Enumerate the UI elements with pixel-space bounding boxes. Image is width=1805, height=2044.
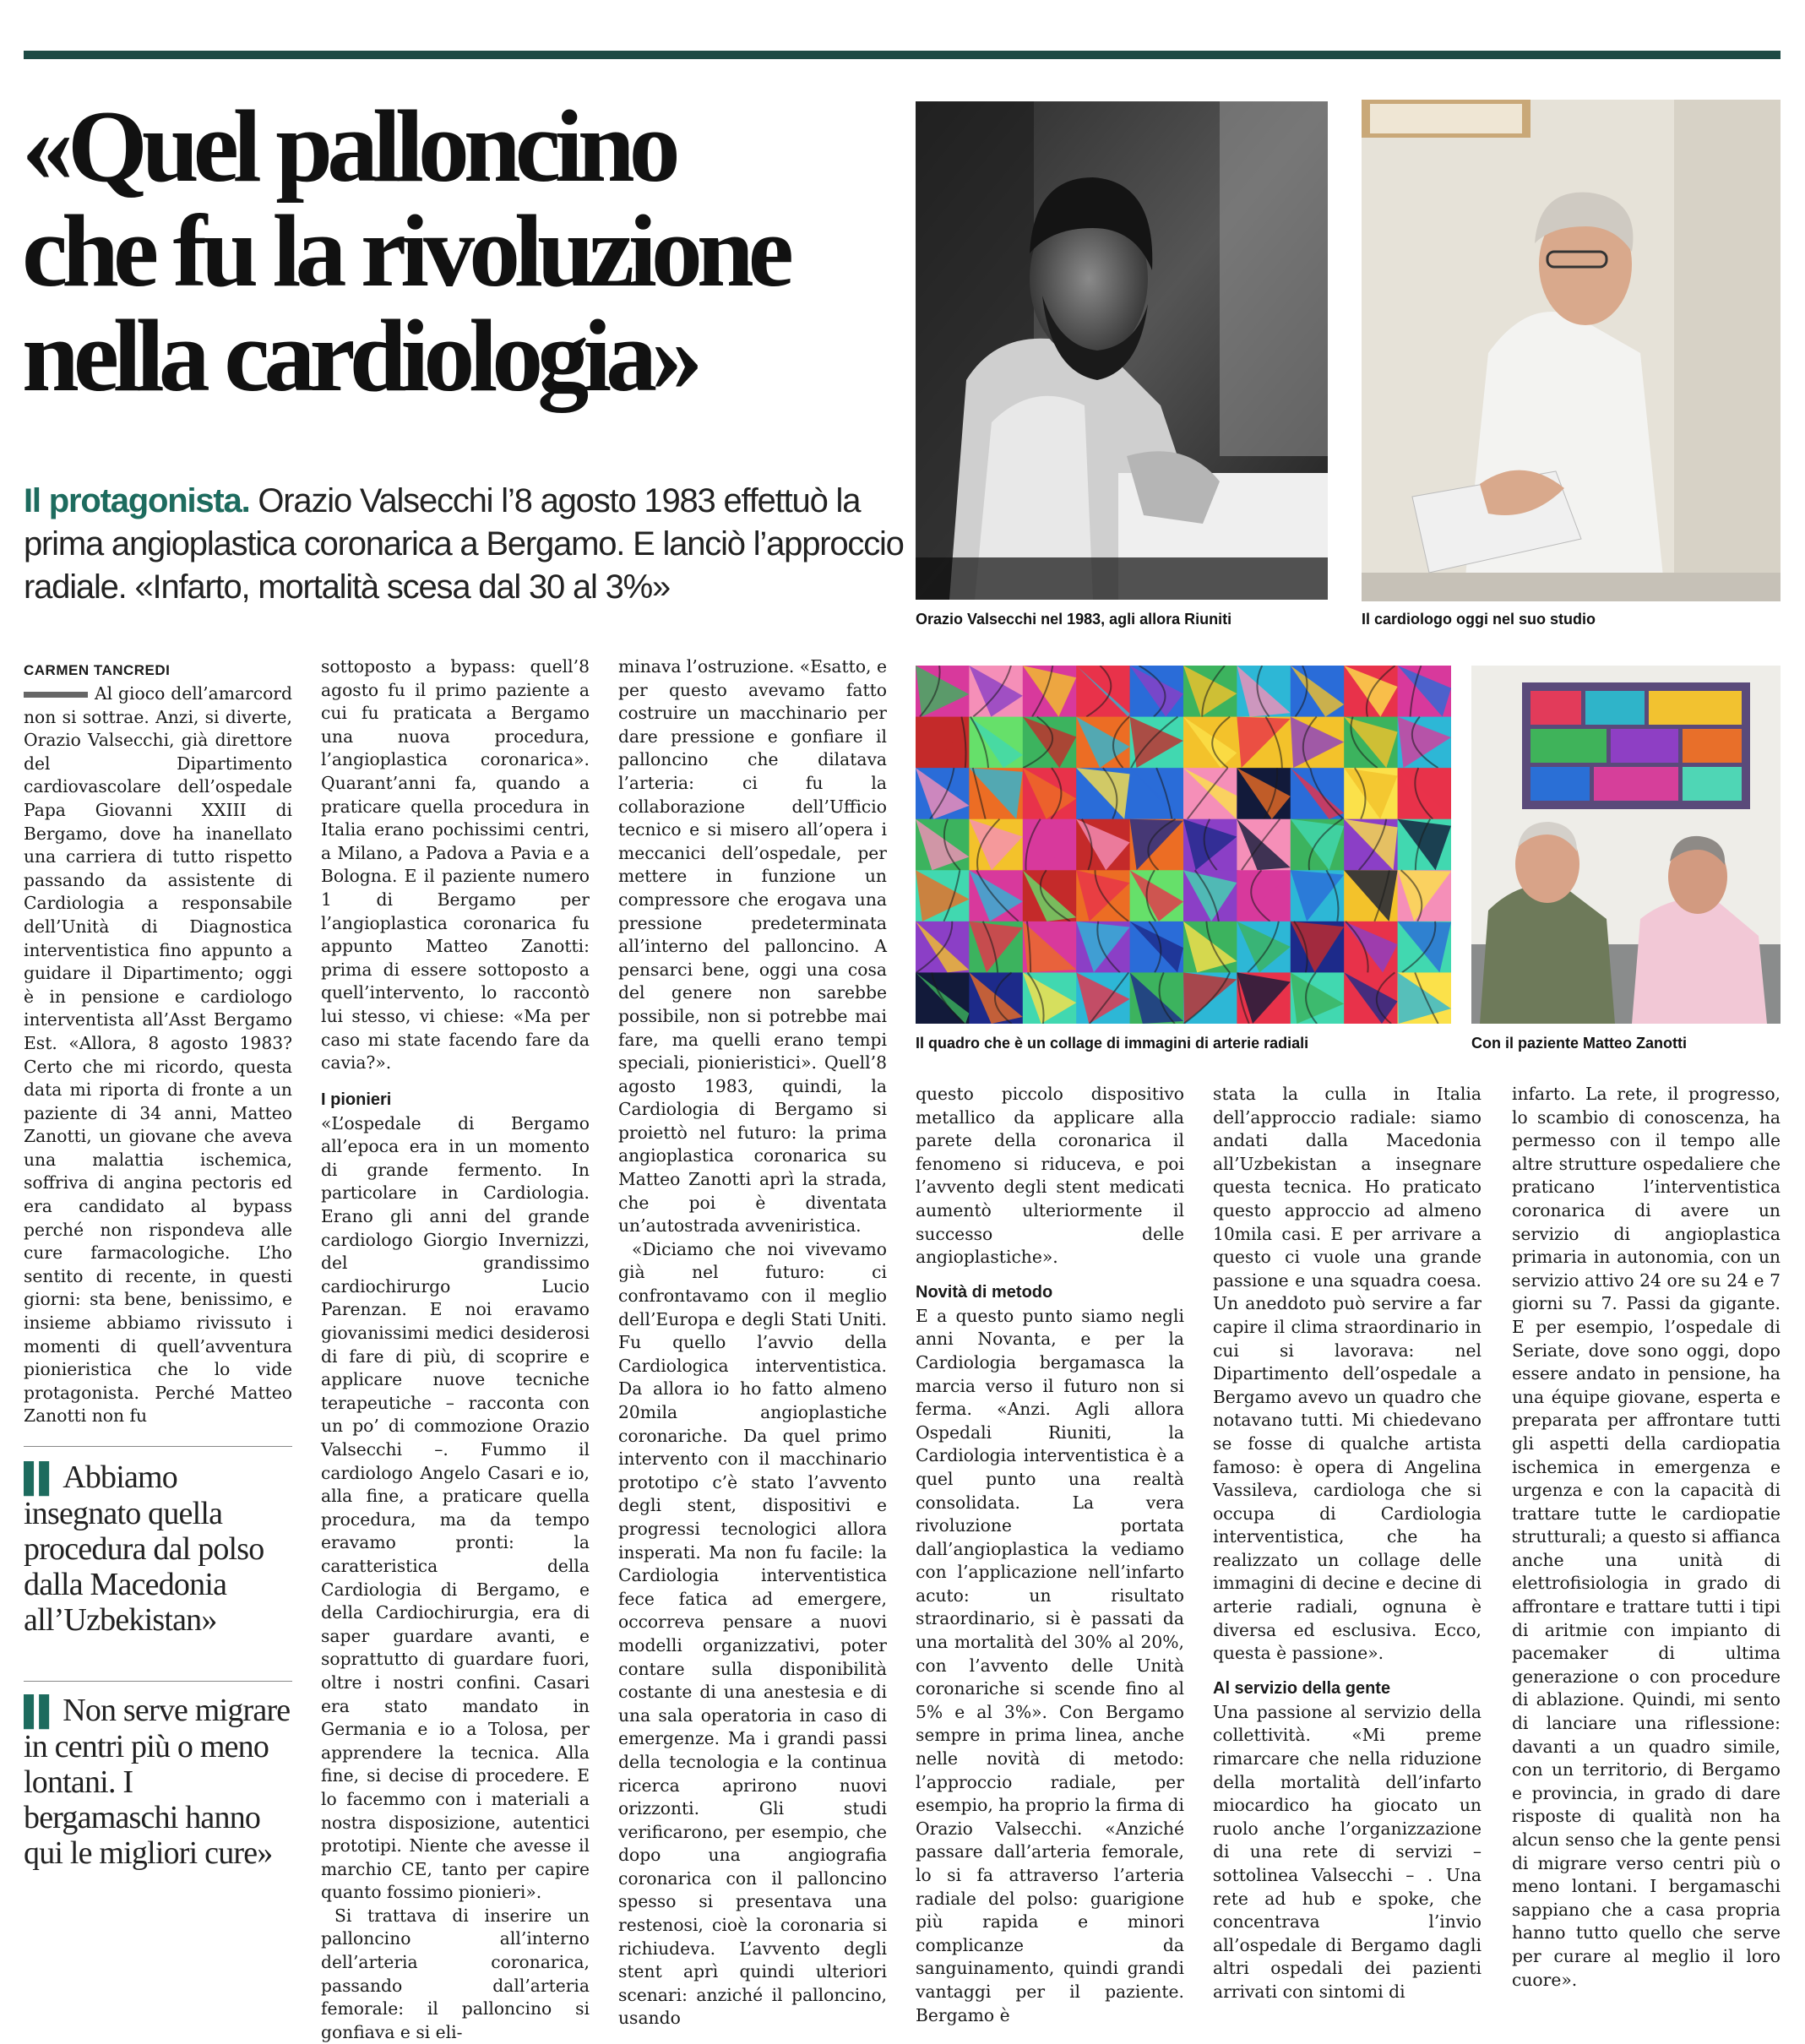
section-heading-servizio: Al servizio della gente <box>1213 1678 1391 1698</box>
column-5 <box>1213 1083 1482 2004</box>
pull-quote-1 <box>24 1460 292 1638</box>
paragraph: questo piccolo dispositivo metallico da applicare alla parete della coronarica il fenomeno si riduceva, e poi l’avvento degli stent medicati aumentò ulteriormente il successo delle angioplastiche». <box>916 1084 1184 1268</box>
pull-quote-text: Abbiamo insegnato quella procedura dal polso dalla Macedonia all’Uzbekistan» <box>24 1460 264 1638</box>
caption-photo-3: Il quadro che è un collage di immagini di arterie radiali <box>916 1035 1309 1052</box>
photo-collage-painting <box>916 666 1451 1024</box>
paragraph: infarto. La rete, il progresso, lo scambio di conoscenza, ha permesso con il tempo alle altre strutture ospedaliere che praticano l’interventistica coronarica di avere un servizio di angioplastica primaria in autonomia, con un servizio attivo 24 ore su 24 e 7 giorni su 7. Passi da gigante. E per esempio, l’ospedale di Seriate, dove sono oggi, dopo essere andato in pensione, ha una équipe giovane, esperta e preparata per affrontare tutti gli aspetti della cardiopatia ischemica in emergenza e urgenza e con la capacità di trattare tutte le cardiopatie strutturali; a questo si affianca anche una unità di elettrofisiologia in grado di affrontare e trattare tutti i tipi di aritmie con impianto di pacemaker di ultima generazione o con procedure di ablazione. Quindi, mi sento di lanciare una riflessione: davanti a un quadro simile, con un territorio, di Bergamo e provincia, in grado di dare risposte di qualità non ha alcun senso che la gente pensi di migrare verso centri più o meno lontani. I bergamaschi sappiano che a casa propria hanno tutto quello che serve per curare al meglio il loro cuore». <box>1512 1084 1781 1990</box>
paragraph: Una passione al servizio della collettività. «Mi preme rimarcare che nella riduzione della mortalità dell’infarto miocardico ha giocato un ruolo anche l’organizzazione di una rete di servizi – sottolinea Valsecchi – . Una rete ad hub e spoke, che concentrava l’invio all’ospedale di Bergamo dagli altri ospedali dei pazienti arrivati con sintomi di <box>1213 1701 1482 2002</box>
column-4 <box>916 1083 1184 2027</box>
subtitle <box>24 480 919 609</box>
photo-with-patient <box>1471 666 1781 1024</box>
paragraph: Si trattava di inserire un palloncino all’interno dell’arteria coronarica, passando dall’arteria femorale: il palloncino si gonfiava e si eli- <box>321 1905 590 2042</box>
paragraph: minava l’ostruzione. «Esatto, e per questo avevamo fatto costruire un macchinario per dare pressione e gonfiare il palloncino che dilatava l’arteria: ci fu la collaborazione dell’Ufficio tecnico e si misero all’opera i meccanici dell’ospedale, per mettere in funzione un compressore che erogava una pressione predeterminata all’interno del palloncino. A pensarci bene, oggi una cosa del genere non sarebbe possibile, non si potrebbe mai fare, ma quelli erano tempi speciali, pionieristici». Quell’8 agosto 1983, quindi, la Cardiologia di Bergamo si proiettò nel futuro: la prima angioplastica coronarica su Matteo Zanotti aprì la strada, che poi è diventata un’autostrada avveniristica. <box>618 656 887 1237</box>
subtitle-text: Orazio Valsecchi l’8 agosto 1983 effettuò la prima angioplastica coronarica a Bergamo. E lanciò l’approccio radiale. «Infarto, mortalità scesa dal 30 al 3%» <box>24 482 904 606</box>
divider <box>24 1681 292 1682</box>
paragraph: sottoposto a bypass: quell’8 agosto fu il primo paziente a cui fu praticata a Bergamo una nuova procedura, l’angioplastica coronarica». Quarant’anni fa, quando a praticare quella procedura in Italia erano pochissimi centri, a Milano, a Padova a Pavia e a Bologna. E il paziente numero 1 di Bergamo per l’angioplastica coronarica fu appunto Matteo Zanotti: prima di essere sottoposto a quell’intervento, lo raccontò lui stesso, vi chiese: «Ma per caso mi state facendo fare da cavia?». <box>321 656 590 1074</box>
section-heading-novita: Novità di metodo <box>916 1282 1053 1302</box>
caption-photo-1: Orazio Valsecchi nel 1983, agli allora Riuniti <box>916 611 1232 628</box>
byline: CARMEN TANCREDI <box>24 662 171 678</box>
caption-photo-2: Il cardiologo oggi nel suo studio <box>1362 611 1596 628</box>
quote-mark-icon: ▌▌ <box>24 1695 55 1727</box>
headline-line-3: nella cardiologia» <box>22 299 698 413</box>
column-6 <box>1512 1083 1781 1992</box>
divider <box>24 1446 292 1447</box>
section-heading-pionieri: I pionieri <box>321 1090 392 1109</box>
paragraph: «L’ospedale di Bergamo all’epoca era in un momento di grande fermento. In particolare in Cardiologia. Erano gli anni del grande cardiologo Giorgio Invernizzi, del grandissimo cardiochirurgo Lucio Parenzan. E noi eravamo giovanissimi medici desiderosi di fare di più, di scoprire e applicare nuove tecniche terapeutiche – racconta con un po’ di commozione Orazio Valsecchi –. Fummo il cardiologo Angelo Casari e io, alla fine, a praticare quella procedura, ma da tempo eravamo pronti: la caratteristica della Cardiologia di Bergamo, e della Cardiochirurgia, era di saper guardare avanti, e soprattutto di guardare fuori, oltre i nostri confini. Casari era stato mandato in Germania e io a Tolosa, per apprendere la tecnica. Alla fine, si decise di procedere. E lo facemmo con i materiali a nostra disposizione, autentici prototipi. Niente che avesse il marchio CE, tanto per capire quanto fossimo pionieri». <box>321 1112 590 1903</box>
paragraph: E a questo punto siamo negli anni Novanta, e per la Cardiologia bergamasca la marcia verso il futuro non si ferma. «Anzi. Agli allora Ospedali Riuniti, la Cardiologia interventistica è a quel punto una realtà consolidata. La vera rivoluzione portata dall’angioplastica la vediamo con l’applicazione nell’infarto acuto: un risultato straordinario, si è passati da una mortalità del 30% al 20%, con l’avvento delle Unità coronariche si scende fino al 5% e al 3%». Con Bergamo sempre in prima linea, anche nelle novità di metodo: l’approccio radiale, per esempio, ha proprio la firma di Orazio Valsecchi. «Anziché passare dall’arteria femorale, lo si fa attraverso l’arteria radiale del polso: guarigione più rapida e minori complicanze da sanguinamento, quindi grandi vantaggi per il paziente. Bergamo è <box>916 1305 1185 2025</box>
pull-quote-2 <box>24 1693 292 1871</box>
paragraph: «Diciamo che noi vivevamo già nel futuro: ci confrontavamo con il meglio dell’Europa e degli Stati Uniti. Fu quello l’avvio della Cardiologica interventistica. Da allora io ho fatto almeno 20mila angioplastiche coronariche. Da quel primo intervento con il macchinario prototipo c’è stato l’avvento degli stent, dispositivi e progressi tecnologici allora insperati. Ma non fu facile: la Cardiologia interventistica fece fatica ad emergere, occorreva pensare a nuovi modelli organizzativi, poter contare sulla disponibilità costante di una anestesia e di una sala operatoria in caso di emergenze. Ma i grandi passi della tecnologia e la continua ricerca aprirono nuovi orizzonti. Gli studi verificarono, per esempio, che dopo una angiografia coronarica con il palloncino spesso si presentava una restenosi, cioè la coronaria si richiudeva. L’avvento degli stent aprì quindi ulteriori scenari: anziché il palloncino, usando <box>618 1238 887 2029</box>
photo-cardiologist-today <box>1362 100 1781 601</box>
column-3 <box>618 655 887 2030</box>
headline <box>22 90 900 413</box>
photo-valsecchi-1983 <box>916 101 1328 600</box>
subtitle-kicker: Il protagonista. <box>24 482 250 519</box>
lead-rule <box>24 692 88 698</box>
paragraph: stata la culla in Italia dell’approccio radiale: siamo andati dalla Macedonia all’Uzbekistan a insegnare questa tecnica. Ho praticato questo approccio ad almeno 10mila casi. E per arrivare a questo ci vuole una grande passione e una squadra coesa. Un aneddoto può servire a far capire il clima straordinario in cui si lavorava: nel Dipartimento dell’ospedale a Bergamo avevo un quadro che notavano tutti. Mi chiedevano se fosse di qualche artista famoso: è opera di Angelina Vassileva, cardiologa che si occupa di Cardiologia interventistica, che ha realizzato un collage delle immagini di decine e decine di arterie radiali, ognuna è diversa ed esclusiva. Ecco, questa è passione». <box>1213 1084 1482 1664</box>
column-1 <box>24 682 292 1428</box>
pull-quote-text: Non serve migrare in centri più o meno lontani. I bergamaschi hanno qui le migliori cure» <box>24 1693 291 1871</box>
paragraph-text: Al gioco dell’amarcord non si sottrae. Anzi, si diverte, Orazio Valsecchi, già direttore del Dipartimento cardiovascolare dell’ospedale Papa Giovanni XXIII di Bergamo, dove ha inanellato una carriera di tutto rispetto passando da assistente di Cardiologia a responsabile dell’Unità di Diagnostica interventistica fino appunto a guidare il Dipartimento; oggi è in pensione e cardiologo interventista all’Asst Bergamo Est. «Allora, 8 agosto 1983? Certo che mi ricordo, questa data mi riporta di fronte a un paziente di 34 anni, Matteo Zanotti, un giovane che aveva una malattia ischemica, soffriva di angina pectoris ed era candidato al bypass perché non rispondeva alle cure farmacologiche. L’ho sentito di recente, in questi giorni: sta bene, benissimo, e insieme abbiamo rivissuto i momenti di quell’avventura pionieristica che lo vide protagonista. Perché Matteo Zanotti non fu <box>24 683 292 1427</box>
paragraph <box>24 682 292 1428</box>
headline-line-2: che fu la rivoluzione <box>22 194 788 308</box>
top-rule <box>24 51 1781 59</box>
quote-mark-icon: ▌▌ <box>24 1462 55 1494</box>
headline-line-1: «Quel palloncino <box>22 90 675 204</box>
column-2 <box>321 655 590 2044</box>
caption-photo-4: Con il paziente Matteo Zanotti <box>1471 1035 1687 1052</box>
